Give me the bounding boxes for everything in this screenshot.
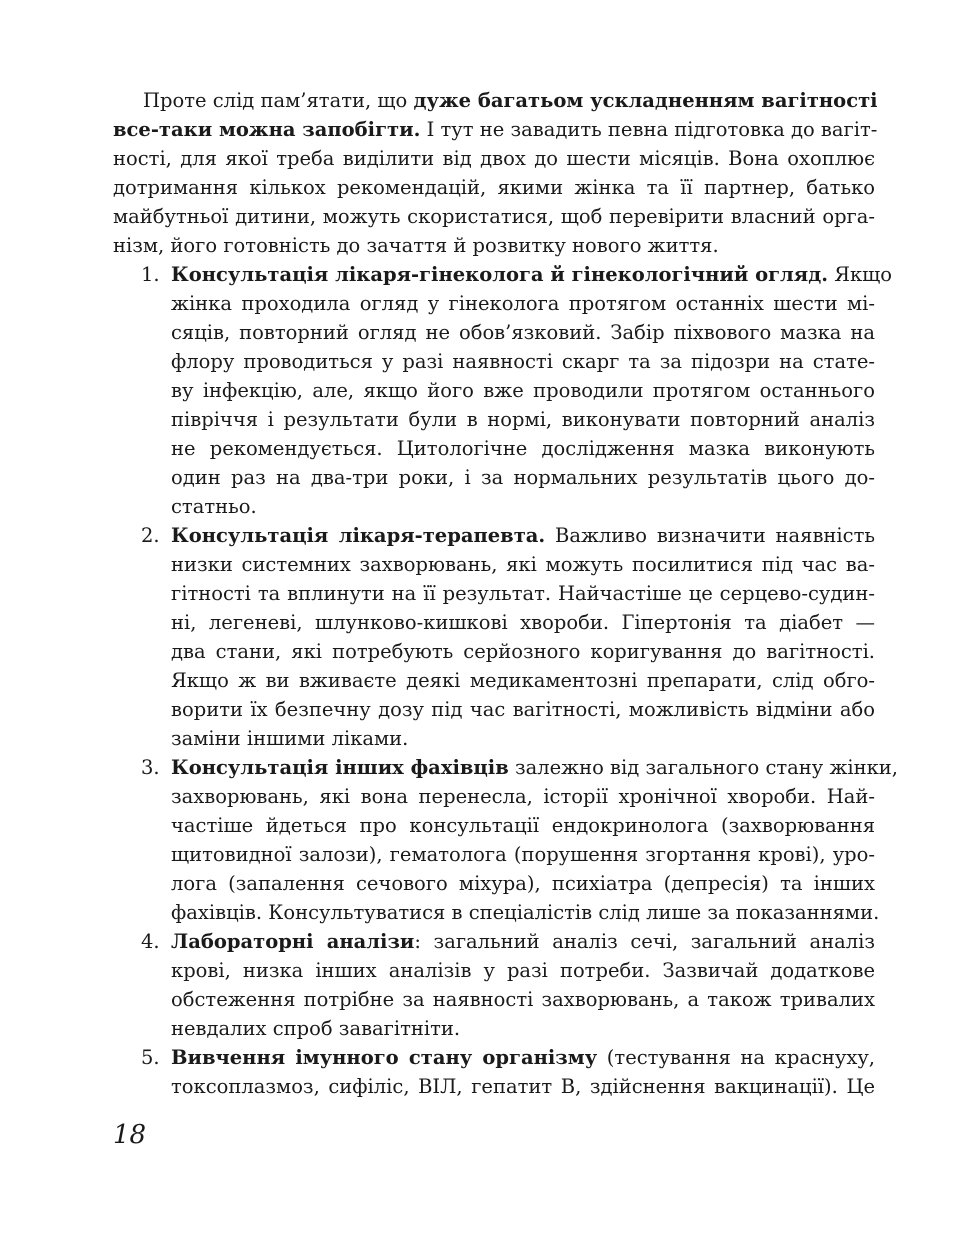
text-line: ву інфекцію, але, якщо його вже проводили протягом останнього [171, 379, 875, 402]
text-line: невдалих спроб завагітніти. [171, 1017, 461, 1040]
text-line: майбутньої дитини, можуть скористатися, щоб перевірити власний орга- [113, 205, 875, 228]
text-line: частіше йдеться про консультації ендокринолога (захворювання [171, 814, 875, 837]
list-item [113, 927, 875, 1043]
text-line: дотримання кількох рекомендацій, якими жінка та її партнер, батько [113, 176, 875, 199]
list-item-title: Консультація інших фахівців [171, 756, 509, 779]
text-line: ності, для якої треба виділити від двох до шести місяців. Вона охоплює [113, 147, 875, 170]
list-item-title: Лабораторні аналізи [171, 930, 415, 953]
text-line: фахівців. Консультуватися в спеціалістів слід лише за показаннями. [171, 901, 880, 924]
list-item-first-line: 5. Вивчення імунного стану організму (тестування на краснуху, [113, 1043, 875, 1072]
text-line: гітності та вплинути на її результат. Найчастіше це серцево-судин- [171, 582, 875, 605]
text-line: захворювань, які вона перенесла, історії хронічної хвороби. Най- [171, 785, 875, 808]
text-line: обстеження потрібне за наявності захворювань, а також тривалих [171, 988, 875, 1011]
list-item [113, 521, 875, 753]
intro-paragraph [113, 86, 878, 260]
list-number: 2. [141, 524, 160, 547]
text-line: все-таки можна запобігти. І тут не завадить певна підготовка до вагіт- [113, 118, 878, 141]
text-line: статньо. [171, 495, 257, 518]
list-item-title: Консультація лікаря-гінеколога й гінекологічний огляд. [171, 263, 828, 286]
text-line: ні, легеневі, шлунково-кишкові хвороби. Гіпертонія та діабет — [171, 611, 875, 634]
list-item [113, 753, 899, 927]
page-number: 18 [113, 1120, 147, 1150]
list-item [113, 260, 893, 521]
list-item-first-line: 4. Лабораторні аналізи: загальний аналіз сечі, загальний аналіз [113, 927, 875, 956]
text-line: заміни іншими ліками. [171, 727, 409, 750]
book-page-body [113, 86, 899, 1101]
list-item-first-line: 3. Консультація інших фахівців залежно від загального стану жінки, [113, 753, 875, 782]
text-line: лога (запалення сечового міхура), психіатра (депресія) та інших [171, 872, 875, 895]
text-line: ворити їх безпечну дозу під час вагітності, можливість відміни або [171, 698, 875, 721]
list-item-title: Вивчення імунного стану організму [171, 1046, 598, 1069]
list-number: 4. [141, 930, 160, 953]
list-item-title: Консультація лікаря-терапевта. [171, 524, 546, 547]
list-item [113, 1043, 875, 1101]
text-line: один раз на два-три роки, і за нормальних результатів цього до- [171, 466, 875, 489]
text-line: сяців, повторний огляд не обов’язковий. Забір піхвового мазка на [171, 321, 875, 344]
text-line: два стани, які потребують серйозного коригування до вагітності. [171, 640, 875, 663]
text-line: низки системних захворювань, які можуть посилитися під час ва- [171, 553, 875, 576]
text-line: щитовидної залози), гематолога (порушення згортання крові), уро- [171, 843, 875, 866]
list-item-first-line: 2. Консультація лікаря-терапевта. Важливо визначити наявність [113, 521, 875, 550]
text-line: крові, низка інших аналізів у разі потреби. Зазвичай додаткове [171, 959, 875, 982]
list-number: 5. [141, 1046, 160, 1069]
text-line: півріччя і результати були в нормі, виконувати повторний аналіз [171, 408, 875, 431]
text-line: флору проводиться у разі наявності скарг та за підозри на стате- [171, 350, 875, 373]
list-number: 3. [141, 756, 160, 779]
list-number: 1. [141, 263, 160, 286]
list-item-first-line: 1. Консультація лікаря-гінеколога й гінекологічний огляд. Якщо [113, 260, 875, 289]
text-line: нізм, його готовність до зачаття й розвитку нового життя. [113, 234, 719, 257]
text-line: не рекомендується. Цитологічне дослідження мазка виконують [171, 437, 875, 460]
text-line: Проте слід пам’ятати, що дуже багатьом ускладненням вагітності [143, 89, 878, 112]
text-line: Якщо ж ви вживаєте деякі медикаментозні препарати, слід обго- [171, 669, 875, 692]
text-line: токсоплазмоз, сифіліс, ВІЛ, гепатит В, здійснення вакцинації). Це [171, 1075, 875, 1098]
text-line: жінка проходила огляд у гінеколога протягом останніх шести мі- [171, 292, 875, 315]
